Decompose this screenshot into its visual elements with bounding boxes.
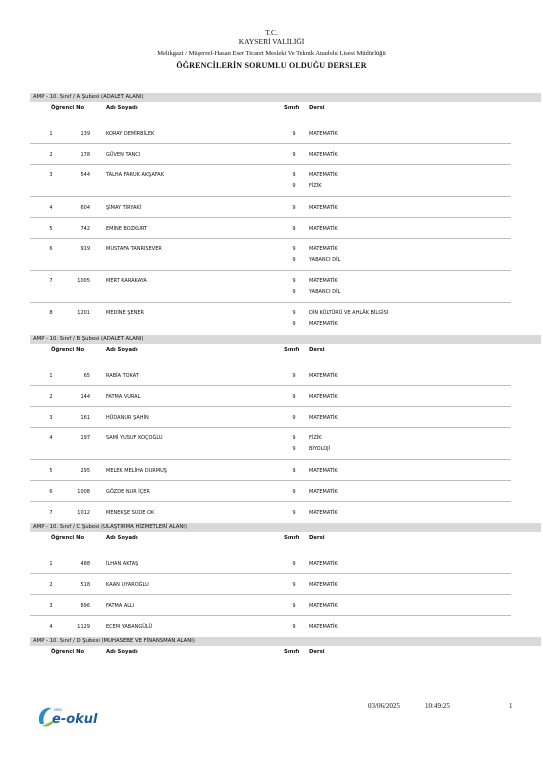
course-grade: 9 — [292, 582, 296, 588]
course-name: MATEMATİK — [309, 624, 338, 630]
course-grade: 9 — [292, 226, 296, 232]
student-number: 1012 — [77, 510, 90, 516]
course-grade: 9 — [292, 278, 296, 284]
course-grade: 9 — [292, 624, 296, 630]
course-name: MATEMATİK — [309, 373, 338, 379]
row-index: 5 — [49, 226, 53, 232]
student-name: EMİNE BOZKURT — [106, 226, 148, 232]
row-index: 1 — [49, 373, 53, 379]
course-grade: 9 — [292, 446, 296, 452]
course-name: MATEMATİK — [309, 278, 338, 284]
row-divider — [30, 615, 511, 616]
student-name: İLHAN AKTAŞ — [106, 561, 139, 567]
column-header-course: Dersi — [309, 347, 325, 353]
student-number: 144 — [80, 394, 90, 400]
row-divider — [30, 196, 511, 197]
course-name: FİZİK — [309, 435, 322, 441]
row-divider — [30, 385, 511, 386]
student-number: 742 — [80, 226, 90, 232]
student-number: 1201 — [77, 310, 90, 316]
row-index: 1 — [49, 131, 53, 137]
course-name: MATEMATİK — [309, 172, 338, 178]
student-name: KORAY DEMİRBİLEK — [106, 131, 155, 137]
student-name: MENEKŞE SUDE OK — [106, 510, 155, 516]
course-name: FİZİK — [309, 183, 322, 189]
row-divider — [30, 406, 511, 407]
row-index: 4 — [49, 624, 53, 630]
logo-small-text: MEB — [54, 708, 62, 712]
student-number: 65 — [83, 373, 90, 379]
footer-time: 10:49:25 — [425, 702, 450, 710]
course-name: MATEMATİK — [309, 468, 338, 474]
student-number: 604 — [80, 205, 90, 211]
row-index: 4 — [49, 205, 53, 211]
row-index: 3 — [49, 415, 53, 421]
row-divider — [30, 302, 511, 303]
page-title: ÖĞRENCİLERİN SORUMLU OLDUĞU DERSLER — [176, 61, 367, 70]
student-number: 1129 — [77, 624, 90, 630]
section-header: AMP - 10. Sınıf / D Şubesi (MUHASEBE VE FİNANSMAN ALANI) — [30, 637, 541, 646]
row-index: 7 — [49, 278, 53, 284]
student-number: 295 — [80, 468, 90, 474]
column-header-course: Dersi — [309, 535, 325, 541]
student-number: 197 — [80, 435, 90, 441]
course-grade: 9 — [292, 289, 296, 295]
student-name: ŞİMAY TİRYAKİ — [106, 205, 142, 211]
column-header-name: Adı Soyadı — [106, 347, 138, 353]
student-name: MEDİNE ŞENER — [106, 310, 144, 316]
row-index: 1 — [49, 561, 53, 567]
student-name: MELEK MELİHA DURMUŞ — [106, 468, 167, 474]
footer-date: 03/06/2025 — [368, 702, 400, 710]
course-name: MATEMATİK — [309, 510, 338, 516]
student-name: GÖZDE NUR İÇER — [106, 489, 150, 495]
column-header-class: Sınıfı — [284, 347, 300, 353]
student-number: 178 — [80, 152, 90, 158]
student-name: RABİA TOKAT — [106, 373, 139, 379]
student-name: HÜDANUR ŞAHİN — [106, 415, 149, 421]
column-header-name: Adı Soyadı — [106, 105, 138, 111]
column-header-course: Dersi — [309, 649, 325, 655]
footer-page-number: 1 — [509, 702, 513, 710]
row-divider — [30, 217, 511, 218]
row-index: 7 — [49, 510, 53, 516]
student-name: TALHA FARUK AKŞAFAK — [106, 172, 164, 178]
column-header-student-no: Öğrenci No — [51, 535, 85, 541]
row-index: 3 — [49, 603, 53, 609]
course-name: MATEMATİK — [309, 582, 338, 588]
row-index: 6 — [49, 246, 53, 252]
row-divider — [30, 594, 511, 595]
course-grade: 9 — [292, 510, 296, 516]
course-name: DİN KÜLTÜRÜ VE AHLÂK BİLGİSİ — [309, 310, 389, 316]
course-grade: 9 — [292, 373, 296, 379]
course-name: MATEMATİK — [309, 489, 338, 495]
course-grade: 9 — [292, 131, 296, 137]
course-name: MATEMATİK — [309, 321, 338, 327]
student-number: 896 — [80, 603, 90, 609]
row-divider — [30, 238, 511, 239]
row-divider — [30, 143, 511, 144]
column-header-student-no: Öğrenci No — [51, 649, 85, 655]
course-grade: 9 — [292, 489, 296, 495]
student-name: KAAN UYAROĞLU — [106, 582, 149, 588]
course-grade: 9 — [292, 468, 296, 474]
student-name: SAMİ YUSUF KOÇOĞLU — [106, 435, 163, 441]
course-grade: 9 — [292, 246, 296, 252]
row-divider — [30, 427, 511, 428]
row-index: 2 — [49, 152, 53, 158]
row-index: 8 — [49, 310, 53, 316]
course-grade: 9 — [292, 435, 296, 441]
row-divider — [30, 480, 511, 481]
course-name: MATEMATİK — [309, 603, 338, 609]
student-number: 488 — [80, 561, 90, 567]
course-name: MATEMATİK — [309, 226, 338, 232]
student-name: FATMA VURAL — [106, 394, 141, 400]
e-okul-logo — [34, 702, 114, 730]
course-name: BİYOLOJİ — [309, 446, 331, 452]
course-name: YABANCI DİL — [309, 257, 341, 263]
student-number: 1005 — [77, 278, 90, 284]
row-index: 4 — [49, 435, 53, 441]
student-number: 919 — [80, 246, 90, 252]
course-grade: 9 — [292, 310, 296, 316]
section-header: AMP - 10. Sınıf / A Şubesi (ADALET ALANI) — [30, 93, 541, 102]
row-index: 2 — [49, 582, 53, 588]
student-number: 544 — [80, 172, 90, 178]
column-header-class: Sınıfı — [284, 105, 300, 111]
row-index: 6 — [49, 489, 53, 495]
course-grade: 9 — [292, 603, 296, 609]
course-name: MATEMATİK — [309, 131, 338, 137]
student-number: 139 — [80, 131, 90, 137]
column-header-student-no: Öğrenci No — [51, 347, 85, 353]
logo-text: e-okul — [52, 712, 98, 727]
column-header-name: Adı Soyadı — [106, 535, 138, 541]
row-divider — [30, 573, 511, 574]
column-header-course: Dersi — [309, 105, 325, 111]
course-name: MATEMATİK — [309, 246, 338, 252]
course-grade: 9 — [292, 152, 296, 158]
course-grade: 9 — [292, 561, 296, 567]
row-divider — [30, 459, 511, 460]
course-name: YABANCI DİL — [309, 289, 341, 295]
row-index: 2 — [49, 394, 53, 400]
course-grade: 9 — [292, 415, 296, 421]
student-name: ECEM YABANGÜLÜ — [106, 624, 153, 630]
student-number: 161 — [80, 415, 90, 421]
course-grade: 9 — [292, 172, 296, 178]
student-name: MERT KARAKAYA — [106, 278, 147, 284]
row-divider — [30, 270, 511, 271]
section-header: AMP - 10. Sınıf / C Şubesi (ULAŞTIRMA HİZMETLERİ ALANI) — [30, 523, 541, 532]
column-header-class: Sınıfı — [284, 535, 300, 541]
student-number: 518 — [80, 582, 90, 588]
row-divider — [30, 501, 511, 502]
course-grade: 9 — [292, 394, 296, 400]
row-index: 5 — [49, 468, 53, 474]
course-grade: 9 — [292, 257, 296, 263]
student-number: 1008 — [77, 489, 90, 495]
student-name: FATMA ALLI — [106, 603, 135, 609]
course-name: MATEMATİK — [309, 394, 338, 400]
column-header-student-no: Öğrenci No — [51, 105, 85, 111]
course-name: MATEMATİK — [309, 152, 338, 158]
course-name: MATEMATİK — [309, 561, 338, 567]
e-okul-logo-icon — [34, 702, 114, 730]
header-school: Melikgazi / Müşerref-Hasan Eser Ticaret Mesleki Ve Teknik Anadolu Lisesi Müdürlüğü — [157, 50, 386, 57]
column-header-name: Adı Soyadı — [106, 649, 138, 655]
course-grade: 9 — [292, 183, 296, 189]
course-name: MATEMATİK — [309, 415, 338, 421]
row-index: 3 — [49, 172, 53, 178]
header-valilik: KAYSERİ VALİLİĞİ — [238, 37, 305, 46]
course-name: MATEMATİK — [309, 205, 338, 211]
course-grade: 9 — [292, 321, 296, 327]
student-name: GÜVEN TANCI — [106, 152, 141, 158]
header-tc: T.C. — [265, 28, 278, 37]
column-header-class: Sınıfı — [284, 649, 300, 655]
section-header: AMP - 10. Sınıf / B Şubesi (ADALET ALANI) — [30, 335, 541, 344]
student-name: MUSTAFA TANRISEVER — [106, 246, 162, 252]
row-divider — [30, 164, 511, 165]
course-grade: 9 — [292, 205, 296, 211]
